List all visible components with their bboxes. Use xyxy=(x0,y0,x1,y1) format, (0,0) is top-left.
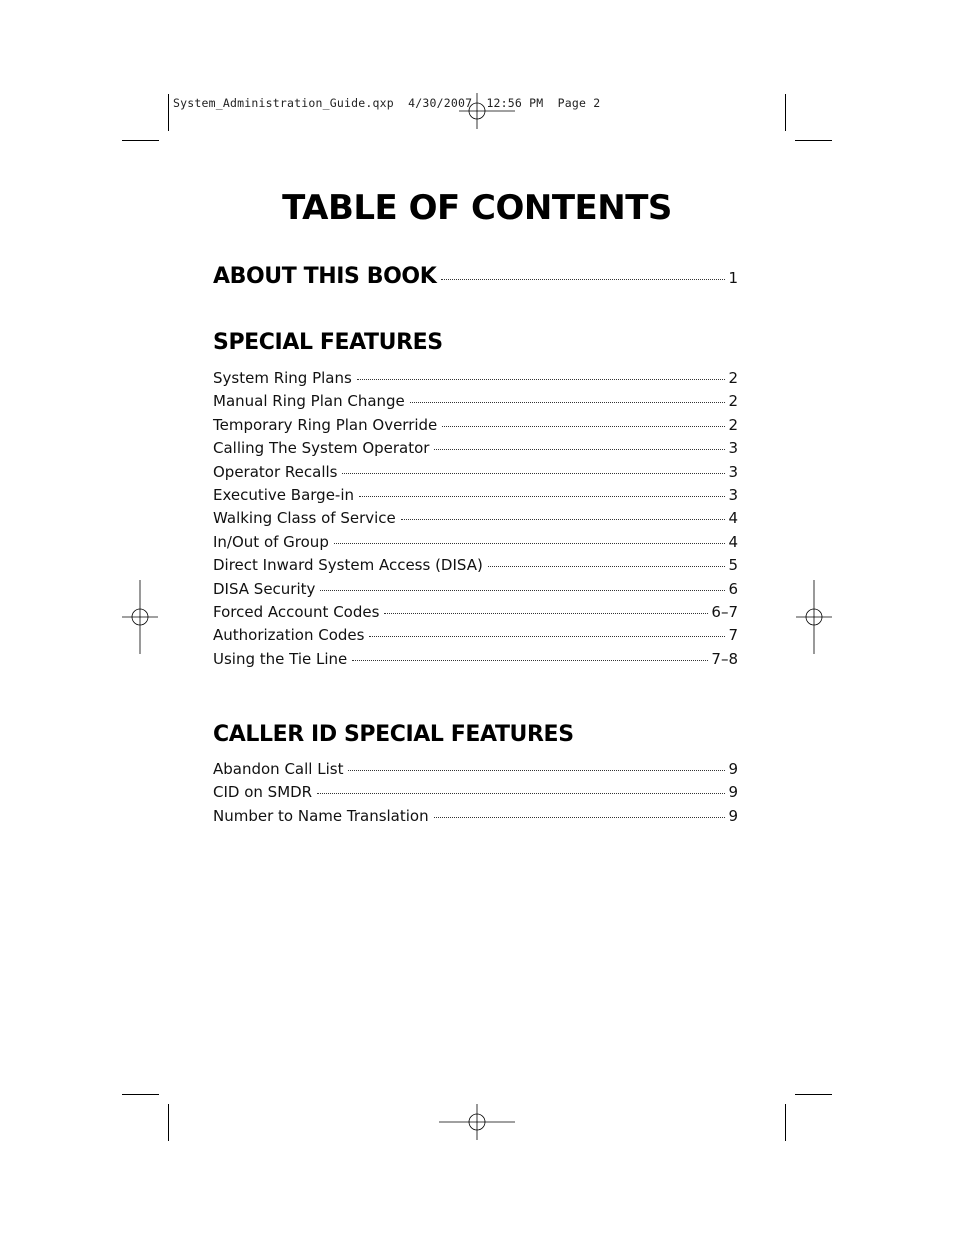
toc-entry-about-this-book[interactable] xyxy=(213,264,738,289)
dot-leader xyxy=(320,590,725,591)
toc-entry-page: 9 xyxy=(728,806,738,825)
toc-entry-page: 7 xyxy=(728,626,738,645)
toc-entry-label: Temporary Ring Plan Override xyxy=(213,415,438,434)
toc-entry-label: ABOUT THIS BOOK xyxy=(213,264,437,289)
section-heading-special-features: SPECIAL FEATURES xyxy=(213,330,443,355)
toc-entry-label: CID on SMDR xyxy=(213,783,313,802)
toc-entry[interactable] xyxy=(213,807,738,830)
crop-mark-top-right-horizontal xyxy=(795,140,832,141)
crop-mark-top-left-horizontal xyxy=(122,140,159,141)
dot-leader xyxy=(342,473,725,474)
toc-entry[interactable] xyxy=(213,533,738,556)
toc-list-caller-id-special-features xyxy=(213,760,738,830)
toc-entry-page: 1 xyxy=(728,269,738,287)
toc-entry[interactable] xyxy=(213,760,738,783)
registration-mark-right-icon xyxy=(796,580,832,654)
toc-entry-page: 4 xyxy=(728,532,738,551)
toc-entry[interactable] xyxy=(213,369,738,392)
crop-mark-bottom-left-vertical xyxy=(168,1104,169,1141)
toc-entry-page: 2 xyxy=(728,369,738,387)
toc-entry-page: 5 xyxy=(728,556,738,575)
toc-entry[interactable] xyxy=(213,603,738,626)
crop-mark-top-left-vertical xyxy=(168,94,169,131)
toc-entry-label: Abandon Call List xyxy=(213,760,344,778)
toc-entry-page: 3 xyxy=(728,462,738,481)
toc-entry[interactable] xyxy=(213,556,738,579)
toc-entry[interactable] xyxy=(213,416,738,439)
toc-entry-page: 6–7 xyxy=(711,602,738,621)
dot-leader xyxy=(334,543,726,544)
toc-entry-label: Calling The System Operator xyxy=(213,439,430,458)
dot-leader xyxy=(357,379,726,380)
toc-entry-label: Authorization Codes xyxy=(213,626,365,645)
toc-entry[interactable] xyxy=(213,650,738,673)
toc-entry-label: Forced Account Codes xyxy=(213,602,380,621)
toc-entry-label: Using the Tie Line xyxy=(213,649,348,668)
toc-entry-page: 3 xyxy=(728,485,738,504)
toc-entry[interactable] xyxy=(213,486,738,509)
toc-entry-label: Walking Class of Service xyxy=(213,509,396,528)
toc-entry-page: 7–8 xyxy=(711,649,738,668)
toc-entry-page: 6 xyxy=(728,579,738,598)
section-heading-caller-id-special-features: CALLER ID SPECIAL FEATURES xyxy=(213,722,574,747)
toc-entry-label: System Ring Plans xyxy=(213,369,352,387)
crop-mark-bottom-left-horizontal xyxy=(122,1094,159,1095)
toc-entry-page: 4 xyxy=(728,509,738,528)
dot-leader xyxy=(359,496,725,497)
toc-entry-page: 2 xyxy=(728,392,738,411)
toc-entry-page: 9 xyxy=(728,760,738,778)
dot-leader xyxy=(441,279,725,280)
toc-entry-label: Number to Name Translation xyxy=(213,806,429,825)
toc-entry-label: Manual Ring Plan Change xyxy=(213,392,405,411)
toc-entry[interactable] xyxy=(213,580,738,603)
dot-leader xyxy=(434,449,725,450)
toc-entry[interactable] xyxy=(213,783,738,806)
dot-leader xyxy=(384,613,708,614)
toc-entry-label: Operator Recalls xyxy=(213,462,338,481)
toc-entry[interactable] xyxy=(213,626,738,649)
dot-leader xyxy=(410,402,726,403)
toc-list-special-features xyxy=(213,369,738,673)
crop-mark-top-right-vertical xyxy=(785,94,786,131)
crop-mark-bottom-right-vertical xyxy=(785,1104,786,1141)
page-title: TABLE OF CONTENTS xyxy=(282,188,672,228)
dot-leader xyxy=(401,519,726,520)
toc-entry-label: Direct Inward System Access (DISA) xyxy=(213,556,483,575)
toc-entry-label: DISA Security xyxy=(213,579,316,598)
toc-entry[interactable] xyxy=(213,463,738,486)
dot-leader xyxy=(352,660,708,661)
toc-entry[interactable] xyxy=(213,392,738,415)
registration-mark-bottom-icon xyxy=(439,1104,515,1140)
toc-entry-label: In/Out of Group xyxy=(213,532,329,551)
toc-entry-page: 9 xyxy=(728,783,738,802)
dot-leader xyxy=(488,566,726,567)
dot-leader xyxy=(317,793,725,794)
dot-leader xyxy=(348,770,725,771)
toc-entry-page: 3 xyxy=(728,439,738,458)
dot-leader xyxy=(442,426,725,427)
dot-leader xyxy=(434,817,726,818)
crop-mark-bottom-right-horizontal xyxy=(795,1094,832,1095)
dot-leader xyxy=(369,636,725,637)
toc-entry[interactable] xyxy=(213,439,738,462)
toc-entry[interactable] xyxy=(213,509,738,532)
registration-mark-top-icon xyxy=(459,93,515,129)
print-slug-line: System_Administration_Guide.qxp 4/30/2007 12:56 PM Page 2 xyxy=(173,96,601,110)
registration-mark-left-icon xyxy=(122,580,158,654)
toc-entry-label: Executive Barge-in xyxy=(213,485,355,504)
toc-entry-page: 2 xyxy=(728,415,738,434)
